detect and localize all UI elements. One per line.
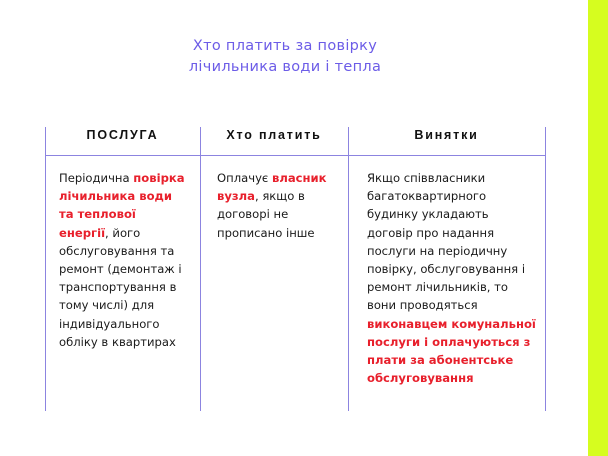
table-border-left bbox=[45, 127, 46, 411]
accent-bar bbox=[588, 0, 608, 456]
cell-who-pays-text-1: Оплачує bbox=[217, 171, 272, 185]
cell-who-pays-highlight: власник вузла bbox=[217, 171, 327, 204]
cell-service-text-1: Періодична bbox=[59, 171, 134, 185]
cell-who-pays bbox=[217, 169, 337, 242]
cell-exceptions bbox=[367, 169, 537, 387]
cell-service bbox=[59, 169, 187, 351]
payment-table bbox=[45, 127, 546, 411]
header-who-pays: Хто платить bbox=[226, 128, 322, 142]
cell-service-highlight: повірка лічильника води та теплової енергії bbox=[59, 171, 185, 240]
cell-exceptions-text-1: Якщо співвласники багатоквартирного будинку укладають договір про надання послуги на періодичну повірку, обслуговування і ремонт лічильників, то вони проводяться bbox=[367, 171, 526, 313]
table-border-right bbox=[545, 127, 546, 411]
cell-service-text-2: , його обслуговування та ремонт (демонтаж і транспортування в тому числі) для індивідуального обліку в квартирах bbox=[59, 225, 182, 349]
table-divider-1 bbox=[200, 127, 201, 411]
header-exceptions: Винятки bbox=[414, 128, 479, 142]
table-divider-2 bbox=[348, 127, 349, 411]
header-service: ПОСЛУГА bbox=[86, 128, 159, 142]
title-line-1: Хто платить за повірку bbox=[192, 38, 378, 54]
page-title bbox=[150, 36, 420, 78]
title-line-2: лічильника води і тепла bbox=[188, 59, 382, 75]
cell-who-pays-text-2: , якщо в договорі не прописано інше bbox=[217, 189, 315, 240]
cell-exceptions-highlight: виконавцем комунальної послуги і оплачуються з плати за абонентське обслуговування bbox=[367, 316, 536, 386]
header-divider bbox=[45, 155, 546, 156]
